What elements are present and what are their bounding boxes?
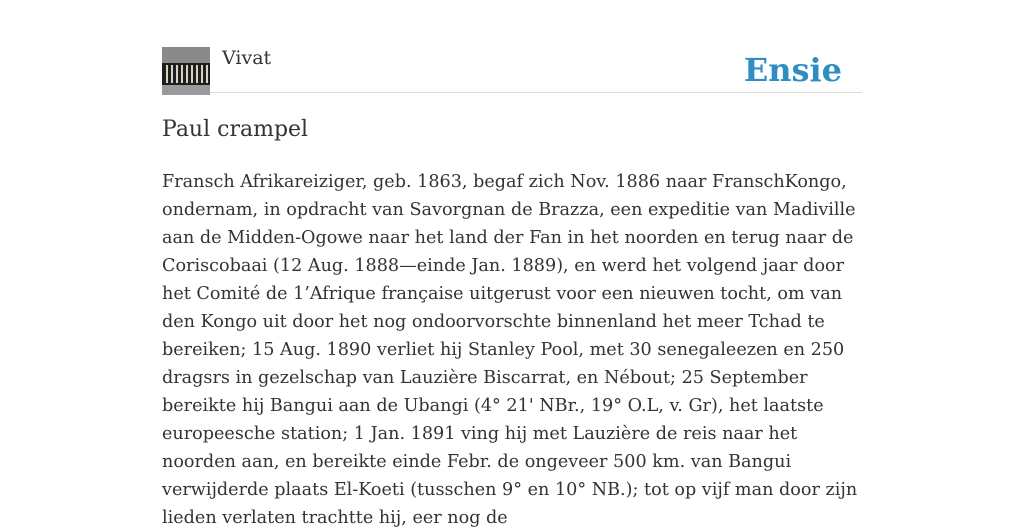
author-name[interactable]: Vivat — [222, 47, 272, 69]
page-title: Paul crampel — [162, 117, 309, 142]
avatar-image — [162, 47, 210, 95]
site-header — [162, 46, 862, 93]
article-body: Fransch Afrikareiziger, geb. 1863, begaf zich Nov. 1886 naar FranschKongo, ondernam, in opdracht van Savorgnan de Brazza, een expeditie van Madiville aan de Midden-Ogowe naar het land der Fan in het noorden en terug naar de Coriscobaai (12 Aug. 1888—einde Jan. 1889), en werd het volgend jaar door het Comité de 1’Afrique française uitgerust voor een nieuwen tocht, om van den Kongo uit door het nog ondoorvorschte binnenland het meer Tchad te bereiken; 15 Aug. 1890 verliet hij Stanley Pool, met 30 senegaleezen en 250 dragsrs in gezelschap van Lauzière Biscarrat, en Nébout; 25 September bereikte hij Bangui aan de Ubangi (4° 21' NBr., 19° O.L, v. Gr), het laatste europeesche station; 1 Jan. 1891 ving hij met Lauzière de reis naar het noorden aan, en bereikte einde Febr. de ongeveer 500 km. van Bangui verwijderde plaats El-Koeti (tusschen 9° en 10° NB.); tot op vijf man door zijn lieden verlaten trachtte hij, eer nog de — [162, 172, 858, 528]
brand-logo[interactable]: Ensie — [743, 51, 842, 89]
avatar[interactable] — [162, 47, 210, 95]
